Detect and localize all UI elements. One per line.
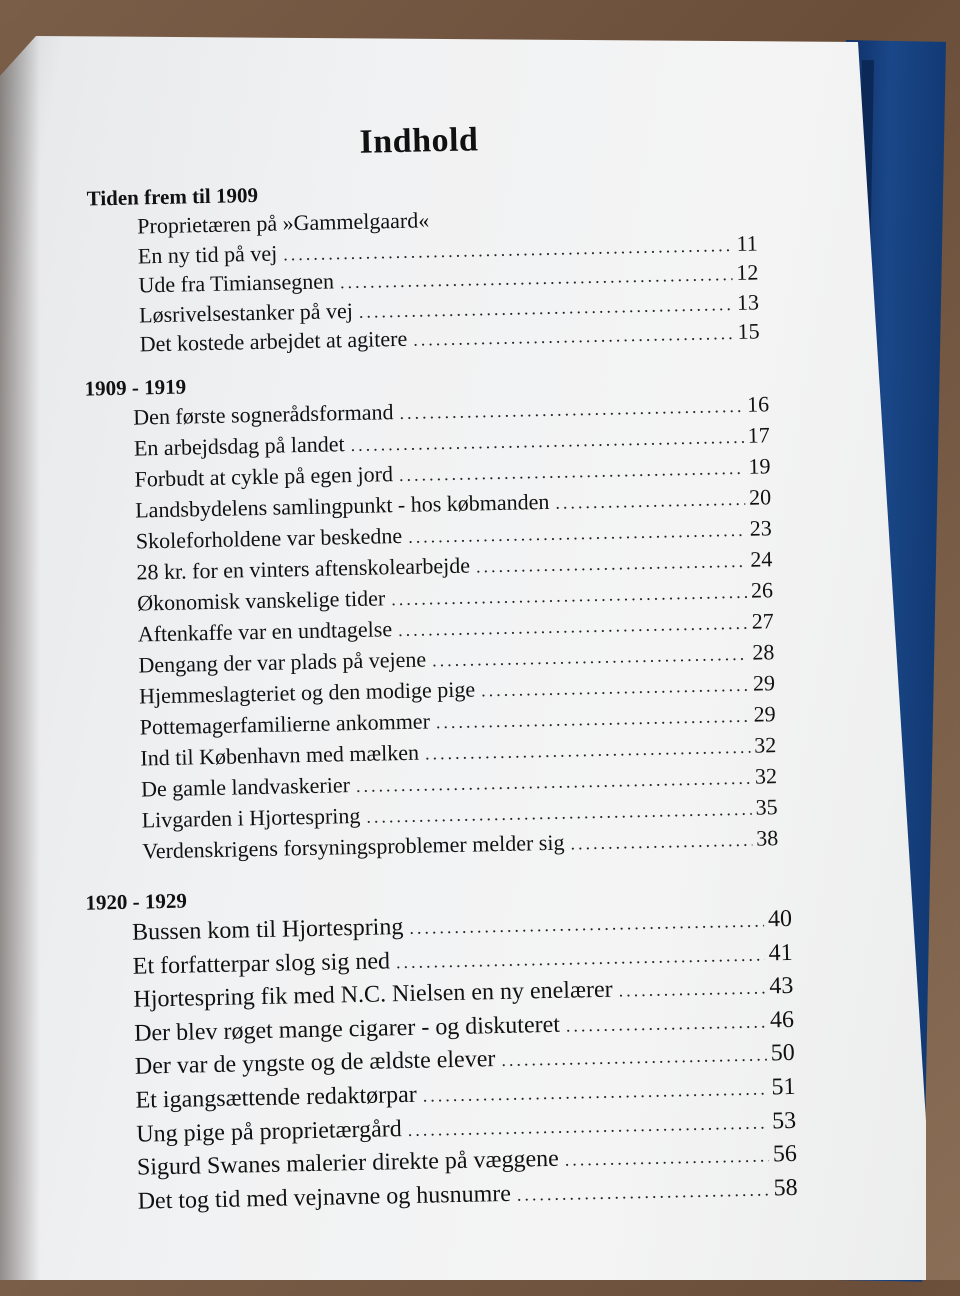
entry-page: 32 [754, 732, 777, 758]
entry-title: Landsbydelens samlingpunkt - hos købmanden [134, 488, 550, 523]
entry-title: Et igangsættende redaktørpar [135, 1081, 418, 1114]
entry-title: Livgarden i Hjortespring [141, 802, 361, 833]
entry-page: 56 [772, 1141, 798, 1168]
dot-leader [564, 1140, 769, 1177]
entry-title: Løsrivelsestanker på vej [138, 297, 354, 328]
page-title: Indhold [359, 121, 479, 161]
entry-page: 53 [771, 1107, 797, 1134]
section-entries [0, 199, 760, 363]
entry-title: Pottemagerfamilierne ankommer [139, 708, 431, 740]
entry-title: Verdenskrigens forsyningsproblemer melder sig [142, 829, 565, 864]
entry-page: 29 [753, 701, 776, 727]
entry-title: Økonomisk vanskelige tider [136, 585, 386, 616]
entry-title: Skoleforholdene var beskedne [135, 522, 403, 554]
dot-leader [517, 1173, 770, 1211]
entry-page: 38 [755, 825, 779, 851]
entry-title: Ind til København med mælken [140, 739, 420, 771]
entry-title: Forbudt at cykle på egen jord [134, 461, 394, 492]
entry-title: Proprietæren på »Gammelgaard« [136, 207, 430, 239]
section-entries [6, 903, 798, 1222]
entry-page: 24 [750, 546, 773, 572]
entry-title: Den første sognerådsformand [133, 399, 394, 430]
entry-title: En arbejdsdag på landet [133, 431, 345, 461]
entry-page: 50 [770, 1040, 796, 1067]
entry-title: Dengang der var plads på vejene [138, 646, 427, 678]
dot-leader [570, 826, 752, 859]
section-heading: 1909 - 1919 [84, 374, 187, 401]
entry-page: 20 [748, 484, 772, 510]
entry-page: 58 [773, 1174, 798, 1202]
entry-title: De gamle landvaskerier [140, 772, 351, 802]
dot-leader [413, 319, 734, 354]
section-entries [0, 389, 779, 870]
entry-title: En ny tid på vej [137, 240, 278, 269]
dot-leader [618, 972, 765, 1008]
section-heading: Tiden frem til 1909 [86, 182, 259, 211]
dot-leader [555, 485, 745, 518]
entry-page: 23 [749, 515, 772, 541]
entry-page: 19 [748, 453, 771, 479]
entry-page: 32 [754, 763, 778, 789]
dot-leader [481, 671, 750, 706]
entry-title: Aftenkaffe var en undtagelse [137, 616, 393, 647]
entry-page: 29 [752, 670, 776, 696]
toc-section-pre-1909 [0, 165, 954, 363]
dot-leader [566, 1005, 767, 1042]
entry-title: 28 kr. for en vinters aftenskolearbejde [136, 552, 471, 585]
entry-page: 11 [736, 230, 759, 256]
entry-title: Det kostede arbejdet at agitere [139, 326, 408, 357]
entry-title: Hjortespring fik med N.C. Nielsen en ny enelærer [133, 976, 613, 1013]
entry-title: Ude fra Timiansegnen [138, 268, 335, 298]
entry-page: 51 [771, 1073, 796, 1101]
entry-page: 40 [767, 905, 793, 933]
entry-title: Der var de yngste og de ældste elever [134, 1046, 496, 1081]
entry-title: Et forfatterpar slog sig ned [132, 947, 391, 980]
entry-title: Det tog tid med vejnavne og husnumre [137, 1180, 512, 1215]
section-heading: 1920 - 1929 [85, 888, 188, 915]
entry-page: 35 [755, 794, 778, 820]
entry-page: 41 [768, 939, 793, 966]
entry-page: 17 [747, 422, 771, 448]
entry-page: 16 [746, 391, 770, 417]
toc-section-1909-1919 [0, 355, 960, 870]
entry-title: Ung pige på proprietærgård [136, 1115, 402, 1148]
entry-page: 27 [751, 608, 774, 634]
entry-page: 12 [736, 259, 759, 286]
entry-page: 15 [737, 318, 760, 345]
entry-page: 13 [736, 289, 760, 315]
entry-page: 28 [752, 639, 775, 665]
dot-leader [476, 547, 747, 582]
entry-title: Bussen kom til Hjortespring [131, 914, 404, 946]
entry-title: Der blev røget mange cigarer - og diskuteret [133, 1011, 561, 1047]
dot-leader [501, 1039, 767, 1077]
entry-title: Hjemmeslagteriet og den modige pige [138, 676, 476, 709]
entry-page: 46 [769, 1006, 795, 1034]
entry-title: Sigurd Swanes malerier direkte på væggene [136, 1145, 560, 1181]
entry-page: 26 [750, 577, 774, 603]
toc-section-1920-1929 [5, 869, 960, 1221]
entry-page: 43 [769, 973, 794, 1000]
